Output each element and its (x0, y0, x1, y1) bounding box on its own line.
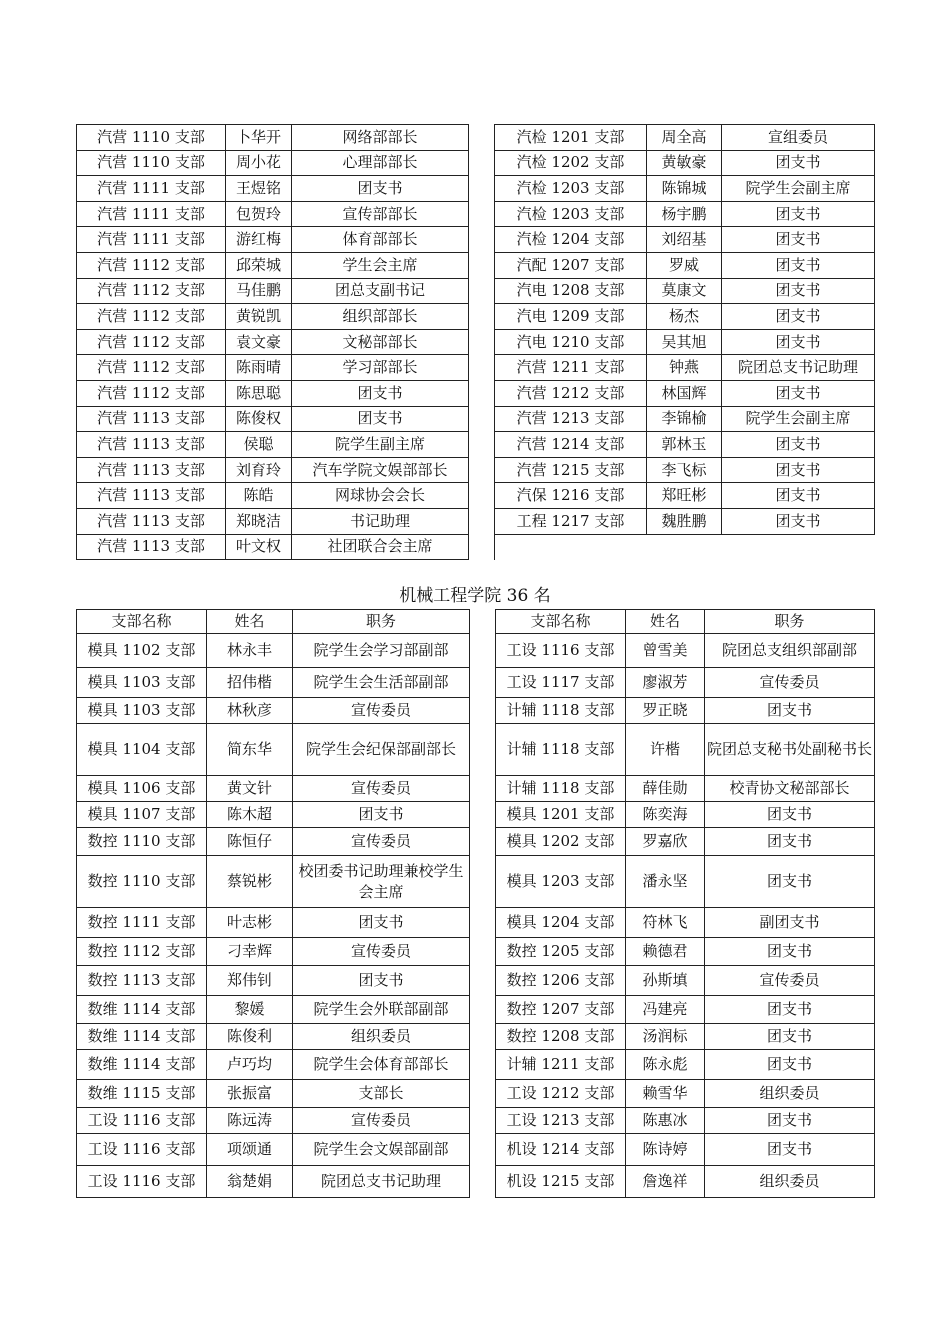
table-row (77, 1166, 875, 1198)
right-position-cell: 团支书 (722, 278, 875, 304)
right-branch-cell: 汽检 1203 支部 (495, 176, 647, 202)
column-gap (470, 610, 496, 634)
left-branch-cell: 数维 1114 支部 (77, 1024, 207, 1050)
right-branch-cell: 汽电 1209 支部 (495, 304, 647, 330)
column-gap (470, 698, 496, 724)
left-name-cell: 林永丰 (207, 634, 293, 668)
right-position-cell: 团支书 (705, 1024, 875, 1050)
right-name-cell: 赖德君 (626, 938, 705, 966)
table-row (77, 996, 875, 1024)
left-name-cell: 游红梅 (226, 227, 292, 253)
roster-table-1-body (77, 125, 875, 560)
left-branch-cell: 汽营 1112 支部 (77, 329, 226, 355)
table-row (77, 698, 875, 724)
left-column-header: 职务 (293, 610, 470, 634)
right-branch-cell: 模具 1204 支部 (496, 908, 626, 938)
right-branch-cell: 工设 1212 支部 (496, 1080, 626, 1108)
right-position-cell: 副团支书 (705, 908, 875, 938)
column-gap (470, 1024, 496, 1050)
right-branch-cell: 模具 1203 支部 (496, 856, 626, 908)
column-gap (470, 828, 496, 856)
right-branch-cell: 汽检 1204 支部 (495, 227, 647, 253)
column-gap (470, 634, 496, 668)
left-position-cell: 宣传部部长 (292, 201, 469, 227)
left-position-cell: 社团联合会主席 (292, 534, 469, 560)
column-gap (470, 856, 496, 908)
right-name-cell: 廖淑芳 (626, 668, 705, 698)
left-position-cell: 院学生会学习部副部 (293, 634, 470, 668)
left-position-cell: 体育部部长 (292, 227, 469, 253)
roster-table-1 (76, 124, 875, 560)
left-position-cell: 学生会主席 (292, 252, 469, 278)
left-position-cell: 汽车学院文娱部部长 (292, 457, 469, 483)
left-branch-cell: 模具 1103 支部 (77, 668, 207, 698)
column-gap (469, 380, 495, 406)
right-name-cell: 罗正晓 (626, 698, 705, 724)
left-branch-cell: 模具 1107 支部 (77, 802, 207, 828)
left-branch-cell: 数控 1110 支部 (77, 856, 207, 908)
column-gap (469, 278, 495, 304)
column-gap (470, 724, 496, 776)
right-branch-cell: 数控 1205 支部 (496, 938, 626, 966)
right-position-cell: 宣传委员 (705, 966, 875, 996)
left-name-cell: 卜华开 (226, 125, 292, 151)
column-gap (470, 1134, 496, 1166)
column-gap (470, 1108, 496, 1134)
right-position-cell: 团支书 (722, 201, 875, 227)
left-name-cell: 包贺玲 (226, 201, 292, 227)
left-branch-cell: 汽营 1112 支部 (77, 380, 226, 406)
right-name-cell: 陈惠冰 (626, 1108, 705, 1134)
table-row (77, 483, 875, 509)
right-name-cell: 莫康文 (647, 278, 722, 304)
right-name-cell: 陈诗婷 (626, 1134, 705, 1166)
right-position-cell: 团支书 (705, 698, 875, 724)
right-branch-cell: 计辅 1118 支部 (496, 776, 626, 802)
right-name-cell: 陈永彪 (626, 1050, 705, 1080)
left-branch-cell: 模具 1104 支部 (77, 724, 207, 776)
right-name-cell: 赖雪华 (626, 1080, 705, 1108)
left-position-cell: 院团总支书记助理 (293, 1166, 470, 1198)
left-position-cell: 团支书 (292, 380, 469, 406)
right-branch-cell: 汽营 1213 支部 (495, 406, 647, 432)
right-name-cell: 陈奕海 (626, 802, 705, 828)
right-column-header: 支部名称 (496, 610, 626, 634)
column-gap (470, 1166, 496, 1198)
left-name-cell: 陈俊利 (207, 1024, 293, 1050)
right-name-cell: 郭林玉 (647, 432, 722, 458)
right-position-cell: 院团总支组织部副部 (705, 634, 875, 668)
right-position-cell: 团支书 (705, 1134, 875, 1166)
column-gap (470, 996, 496, 1024)
column-gap (470, 908, 496, 938)
right-position-cell: 团支书 (705, 938, 875, 966)
right-branch-cell: 计辅 1118 支部 (496, 724, 626, 776)
right-branch-cell: 汽配 1207 支部 (495, 252, 647, 278)
left-name-cell: 陈雨晴 (226, 355, 292, 381)
left-position-cell: 院学生会外联部副部 (293, 996, 470, 1024)
table-row (77, 227, 875, 253)
left-branch-cell: 汽营 1113 支部 (77, 457, 226, 483)
right-branch-cell: 模具 1201 支部 (496, 802, 626, 828)
left-position-cell: 心理部部长 (292, 150, 469, 176)
column-gap (469, 483, 495, 509)
table-row (77, 508, 875, 534)
table-row (77, 457, 875, 483)
right-name-cell: 刘绍基 (647, 227, 722, 253)
left-branch-cell: 模具 1106 支部 (77, 776, 207, 802)
left-name-cell: 叶志彬 (207, 908, 293, 938)
left-column-header: 姓名 (207, 610, 293, 634)
left-name-cell: 刘育玲 (226, 457, 292, 483)
right-name-cell: 符林飞 (626, 908, 705, 938)
left-name-cell: 陈恒仔 (207, 828, 293, 856)
table-row (77, 938, 875, 966)
left-position-cell: 院学生会文娱部副部 (293, 1134, 470, 1166)
column-gap (469, 227, 495, 253)
table-row (77, 329, 875, 355)
right-branch-cell: 机设 1214 支部 (496, 1134, 626, 1166)
right-position-cell: 院团总支书记助理 (722, 355, 875, 381)
right-name-cell: 李锦榆 (647, 406, 722, 432)
left-branch-cell: 汽营 1113 支部 (77, 432, 226, 458)
left-branch-cell: 数控 1113 支部 (77, 966, 207, 996)
left-position-cell: 宣传委员 (293, 938, 470, 966)
right-name-cell: 曾雪美 (626, 634, 705, 668)
left-name-cell: 翁楚娟 (207, 1166, 293, 1198)
left-branch-cell: 汽营 1111 支部 (77, 201, 226, 227)
table-row (77, 776, 875, 802)
table-row (77, 1108, 875, 1134)
right-position-cell (722, 534, 875, 560)
table-row (77, 278, 875, 304)
right-branch-cell: 计辅 1211 支部 (496, 1050, 626, 1080)
right-branch-cell: 机设 1215 支部 (496, 1166, 626, 1198)
left-name-cell: 张振富 (207, 1080, 293, 1108)
right-branch-cell: 汽检 1202 支部 (495, 150, 647, 176)
left-branch-cell: 工设 1116 支部 (77, 1166, 207, 1198)
left-branch-cell: 模具 1102 支部 (77, 634, 207, 668)
column-gap (469, 176, 495, 202)
table-row (77, 380, 875, 406)
left-position-cell: 宣传委员 (293, 698, 470, 724)
right-name-cell: 薛佳勋 (626, 776, 705, 802)
right-position-cell: 组织委员 (705, 1166, 875, 1198)
right-name-cell: 黄敏豪 (647, 150, 722, 176)
left-branch-cell: 数控 1111 支部 (77, 908, 207, 938)
left-position-cell: 团支书 (292, 176, 469, 202)
left-name-cell: 简东华 (207, 724, 293, 776)
left-name-cell: 招伟楷 (207, 668, 293, 698)
right-position-cell: 宣传委员 (705, 668, 875, 698)
table-row (77, 668, 875, 698)
column-gap (469, 355, 495, 381)
left-name-cell: 黎媛 (207, 996, 293, 1024)
left-position-cell: 宣传委员 (293, 828, 470, 856)
left-name-cell: 卢巧均 (207, 1050, 293, 1080)
table-row (77, 201, 875, 227)
right-branch-cell (495, 534, 647, 560)
left-position-cell: 书记助理 (292, 508, 469, 534)
right-name-cell: 杨宇鹏 (647, 201, 722, 227)
right-position-cell: 团支书 (722, 227, 875, 253)
right-position-cell: 团支书 (705, 856, 875, 908)
column-gap (470, 802, 496, 828)
table-row (77, 1024, 875, 1050)
left-position-cell: 团支书 (293, 966, 470, 996)
right-branch-cell: 模具 1202 支部 (496, 828, 626, 856)
left-branch-cell: 汽营 1113 支部 (77, 483, 226, 509)
roster-table-2 (76, 609, 875, 1198)
column-gap (469, 329, 495, 355)
table-row (77, 304, 875, 330)
column-gap (470, 668, 496, 698)
left-position-cell: 团支书 (293, 908, 470, 938)
right-branch-cell: 汽营 1215 支部 (495, 457, 647, 483)
left-position-cell: 团总支副书记 (292, 278, 469, 304)
column-gap (469, 125, 495, 151)
left-position-cell: 网球协会会长 (292, 483, 469, 509)
right-name-cell: 陈锦城 (647, 176, 722, 202)
right-position-cell: 团支书 (705, 996, 875, 1024)
left-position-cell: 院学生会纪保部副部长 (293, 724, 470, 776)
left-branch-cell: 汽营 1113 支部 (77, 508, 226, 534)
table-row (77, 1050, 875, 1080)
left-branch-cell: 汽营 1112 支部 (77, 355, 226, 381)
left-name-cell: 袁文豪 (226, 329, 292, 355)
table-row (77, 1080, 875, 1108)
table-row (77, 406, 875, 432)
column-gap (470, 1080, 496, 1108)
right-position-cell: 院团总支秘书处副秘书长 (705, 724, 875, 776)
column-gap (469, 406, 495, 432)
left-name-cell: 郑伟钊 (207, 966, 293, 996)
left-branch-cell: 汽营 1112 支部 (77, 278, 226, 304)
table-row (77, 908, 875, 938)
left-name-cell: 王煜铭 (226, 176, 292, 202)
right-position-cell: 团支书 (722, 304, 875, 330)
left-name-cell: 叶文权 (226, 534, 292, 560)
left-branch-cell: 汽营 1111 支部 (77, 227, 226, 253)
right-position-cell: 团支书 (705, 1050, 875, 1080)
right-name-cell: 郑旺彬 (647, 483, 722, 509)
right-name-cell: 钟燕 (647, 355, 722, 381)
left-name-cell: 邱荣城 (226, 252, 292, 278)
left-position-cell: 院学生会生活部副部 (293, 668, 470, 698)
left-branch-cell: 汽营 1112 支部 (77, 252, 226, 278)
right-position-cell: 团支书 (705, 828, 875, 856)
right-branch-cell: 工设 1213 支部 (496, 1108, 626, 1134)
right-branch-cell: 汽检 1203 支部 (495, 201, 647, 227)
right-branch-cell: 汽检 1201 支部 (495, 125, 647, 151)
table-row (77, 966, 875, 996)
right-branch-cell: 汽电 1208 支部 (495, 278, 647, 304)
left-name-cell: 郑晓洁 (226, 508, 292, 534)
right-branch-cell: 汽营 1214 支部 (495, 432, 647, 458)
column-gap (469, 150, 495, 176)
right-name-cell (647, 534, 722, 560)
right-position-cell: 院学生会副主席 (722, 176, 875, 202)
left-name-cell: 陈远涛 (207, 1108, 293, 1134)
right-position-cell: 团支书 (722, 380, 875, 406)
table-row (77, 856, 875, 908)
column-gap (470, 966, 496, 996)
roster-table-2-body (77, 610, 875, 1198)
left-column-header: 支部名称 (77, 610, 207, 634)
table-row (77, 634, 875, 668)
left-branch-cell: 数维 1114 支部 (77, 1050, 207, 1080)
right-name-cell: 詹逸祥 (626, 1166, 705, 1198)
left-position-cell: 支部长 (293, 1080, 470, 1108)
table-row (77, 150, 875, 176)
left-name-cell: 项颂通 (207, 1134, 293, 1166)
right-name-cell: 罗威 (647, 252, 722, 278)
left-name-cell: 周小花 (226, 150, 292, 176)
left-position-cell: 校团委书记助理兼校学生会主席 (293, 856, 470, 908)
left-branch-cell: 汽营 1110 支部 (77, 125, 226, 151)
left-position-cell: 组织委员 (293, 1024, 470, 1050)
column-gap (469, 304, 495, 330)
right-column-header: 职务 (705, 610, 875, 634)
left-name-cell: 蔡锐彬 (207, 856, 293, 908)
left-position-cell: 网络部部长 (292, 125, 469, 151)
left-branch-cell: 汽营 1110 支部 (77, 150, 226, 176)
table-row (77, 828, 875, 856)
right-branch-cell: 工程 1217 支部 (495, 508, 647, 534)
right-position-cell: 组织委员 (705, 1080, 875, 1108)
right-name-cell: 许楷 (626, 724, 705, 776)
table-row (77, 802, 875, 828)
column-gap (469, 534, 495, 560)
right-column-header: 姓名 (626, 610, 705, 634)
right-position-cell: 团支书 (722, 432, 875, 458)
table-row (77, 432, 875, 458)
column-gap (470, 1050, 496, 1080)
table-header-row (77, 610, 875, 634)
left-branch-cell: 工设 1116 支部 (77, 1134, 207, 1166)
right-name-cell: 潘永坚 (626, 856, 705, 908)
left-position-cell: 团支书 (292, 406, 469, 432)
right-branch-cell: 工设 1117 支部 (496, 668, 626, 698)
right-position-cell: 团支书 (722, 252, 875, 278)
left-position-cell: 宣传委员 (293, 776, 470, 802)
right-position-cell: 团支书 (722, 457, 875, 483)
section-title: 机械工程学院 36 名 (399, 586, 551, 606)
table-row (77, 176, 875, 202)
right-branch-cell: 数控 1207 支部 (496, 996, 626, 1024)
table-row (77, 534, 875, 560)
left-name-cell: 黄文针 (207, 776, 293, 802)
right-name-cell: 周全高 (647, 125, 722, 151)
right-name-cell: 汤润标 (626, 1024, 705, 1050)
left-name-cell: 黄锐凯 (226, 304, 292, 330)
right-name-cell: 冯建亮 (626, 996, 705, 1024)
right-position-cell: 校青协文秘部部长 (705, 776, 875, 802)
right-name-cell: 李飞标 (647, 457, 722, 483)
right-name-cell: 林国辉 (647, 380, 722, 406)
column-gap (470, 776, 496, 802)
left-branch-cell: 模具 1103 支部 (77, 698, 207, 724)
left-position-cell: 院学生副主席 (292, 432, 469, 458)
right-position-cell: 院学生会副主席 (722, 406, 875, 432)
left-name-cell: 陈思聪 (226, 380, 292, 406)
table-row (77, 355, 875, 381)
right-name-cell: 罗嘉欣 (626, 828, 705, 856)
left-position-cell: 宣传委员 (293, 1108, 470, 1134)
left-branch-cell: 汽营 1112 支部 (77, 304, 226, 330)
right-position-cell: 团支书 (722, 329, 875, 355)
right-name-cell: 魏胜鹏 (647, 508, 722, 534)
right-branch-cell: 汽电 1210 支部 (495, 329, 647, 355)
right-position-cell: 团支书 (705, 1108, 875, 1134)
left-branch-cell: 汽营 1113 支部 (77, 534, 226, 560)
right-branch-cell: 汽营 1212 支部 (495, 380, 647, 406)
right-position-cell: 团支书 (705, 802, 875, 828)
left-name-cell: 陈俊权 (226, 406, 292, 432)
right-position-cell: 宣组委员 (722, 125, 875, 151)
column-gap (469, 432, 495, 458)
table-row (77, 252, 875, 278)
left-branch-cell: 工设 1116 支部 (77, 1108, 207, 1134)
left-position-cell: 学习部部长 (292, 355, 469, 381)
right-name-cell: 吴其旭 (647, 329, 722, 355)
right-branch-cell: 工设 1116 支部 (496, 634, 626, 668)
right-name-cell: 孙斯填 (626, 966, 705, 996)
column-gap (469, 201, 495, 227)
right-position-cell: 团支书 (722, 483, 875, 509)
right-branch-cell: 汽保 1216 支部 (495, 483, 647, 509)
left-branch-cell: 数控 1112 支部 (77, 938, 207, 966)
left-name-cell: 马佳鹏 (226, 278, 292, 304)
left-branch-cell: 数维 1115 支部 (77, 1080, 207, 1108)
table-row (77, 125, 875, 151)
column-gap (469, 457, 495, 483)
table-row (77, 1134, 875, 1166)
left-name-cell: 陈木超 (207, 802, 293, 828)
right-branch-cell: 数控 1206 支部 (496, 966, 626, 996)
left-position-cell: 院学生会体育部部长 (293, 1050, 470, 1080)
column-gap (469, 508, 495, 534)
column-gap (469, 252, 495, 278)
left-branch-cell: 数维 1114 支部 (77, 996, 207, 1024)
left-branch-cell: 数控 1110 支部 (77, 828, 207, 856)
right-name-cell: 杨杰 (647, 304, 722, 330)
right-position-cell: 团支书 (722, 150, 875, 176)
right-branch-cell: 数控 1208 支部 (496, 1024, 626, 1050)
right-position-cell: 团支书 (722, 508, 875, 534)
column-gap (470, 938, 496, 966)
right-branch-cell: 汽营 1211 支部 (495, 355, 647, 381)
left-name-cell: 刁幸辉 (207, 938, 293, 966)
left-name-cell: 侯聪 (226, 432, 292, 458)
left-branch-cell: 汽营 1111 支部 (77, 176, 226, 202)
left-position-cell: 文秘部部长 (292, 329, 469, 355)
left-position-cell: 团支书 (293, 802, 470, 828)
left-branch-cell: 汽营 1113 支部 (77, 406, 226, 432)
left-name-cell: 林秋彦 (207, 698, 293, 724)
left-position-cell: 组织部部长 (292, 304, 469, 330)
table-row (77, 724, 875, 776)
right-branch-cell: 计辅 1118 支部 (496, 698, 626, 724)
left-name-cell: 陈皓 (226, 483, 292, 509)
